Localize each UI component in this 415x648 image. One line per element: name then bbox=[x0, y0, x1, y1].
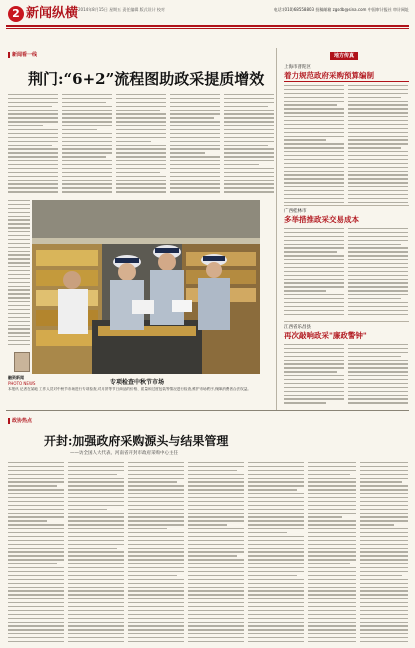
bottom-story-headline: 开封:加强政府采购源头与结果管理 bbox=[44, 434, 229, 448]
right-column-tag: 地方传真 bbox=[330, 52, 358, 60]
right-item3-tag: 江西省乐昌县 bbox=[284, 325, 311, 330]
top-story-col-3 bbox=[116, 94, 166, 194]
market-inspection-photo bbox=[32, 200, 260, 374]
right-item3-col-2 bbox=[348, 344, 408, 406]
top-story-tag: 新闻看一线 bbox=[8, 52, 37, 58]
bottom-col-1 bbox=[8, 462, 64, 644]
photo-caption-title: 专项检查中秋节市场 bbox=[110, 379, 165, 386]
right-item2-tag: 广西桂林市 bbox=[284, 209, 307, 214]
bottom-col-3 bbox=[128, 462, 184, 644]
photo-side-text bbox=[8, 200, 30, 348]
column-divider bbox=[276, 48, 277, 410]
bottom-col-6 bbox=[308, 462, 356, 644]
right-item2-col-2 bbox=[348, 228, 408, 318]
author-thumbnail bbox=[14, 352, 30, 372]
photo-news-label: 融资新闻 bbox=[8, 375, 24, 380]
top-story-headline: 荆门:“6+2”流程图助政采提质增效 bbox=[28, 70, 265, 88]
top-story-col-5 bbox=[224, 94, 274, 194]
top-story-col-2 bbox=[62, 94, 112, 194]
right-item1-title: 着力规范政府采购预算编制 bbox=[284, 71, 374, 80]
top-story-col-1 bbox=[8, 94, 58, 194]
bottom-col-5 bbox=[248, 462, 304, 644]
section-logo: 2 bbox=[8, 6, 24, 22]
masthead-contact: 电话:(010)68558803 投稿邮箱 zgsdb@sina.com 中国审计报社 审计网址 bbox=[273, 7, 409, 12]
right-item1-rule bbox=[284, 81, 409, 82]
top-story-col-4 bbox=[170, 94, 220, 194]
right-divider-1 bbox=[284, 205, 409, 206]
right-item1-col-2 bbox=[348, 85, 408, 207]
section-title: 新闻纵横 bbox=[26, 6, 79, 21]
bottom-col-7 bbox=[360, 462, 408, 644]
section-divider bbox=[6, 410, 409, 411]
photo-caption-text: 本报讯 记者在某地 工作人员对中秋节市场进行专项检查,对月饼等节日商品的价格、质量和过度包装等情况进行检查,维护市场秩序,保障消费者合法权益。 bbox=[8, 387, 251, 391]
bottom-story-subhead: ——访全国人大代表、河南省开封市政府采购中心主任 bbox=[70, 451, 178, 456]
right-item2-col-1 bbox=[284, 228, 344, 318]
news-photo bbox=[32, 200, 260, 374]
right-item2-title: 多举措推政采交易成本 bbox=[284, 215, 359, 224]
right-item1-tag: 上海市普陀区 bbox=[284, 65, 311, 70]
right-item3-title: 再次敲响政采"廉政警钟" bbox=[284, 331, 367, 340]
right-item3-col-1 bbox=[284, 344, 344, 406]
bottom-col-2 bbox=[68, 462, 124, 644]
masthead-meta: 2014年8月15日 星期五 责任编辑 版式设计 校对 bbox=[78, 7, 165, 12]
masthead-rule bbox=[6, 25, 409, 27]
masthead bbox=[6, 3, 409, 43]
right-item1-col-1 bbox=[284, 85, 344, 207]
right-divider-2 bbox=[284, 321, 409, 322]
photo-news-sublabel: PHOTO NEWS bbox=[8, 381, 36, 386]
bottom-col-4 bbox=[188, 462, 244, 644]
masthead-rule-thin bbox=[6, 28, 409, 29]
bottom-story-tag: 政协热点 bbox=[8, 418, 32, 424]
